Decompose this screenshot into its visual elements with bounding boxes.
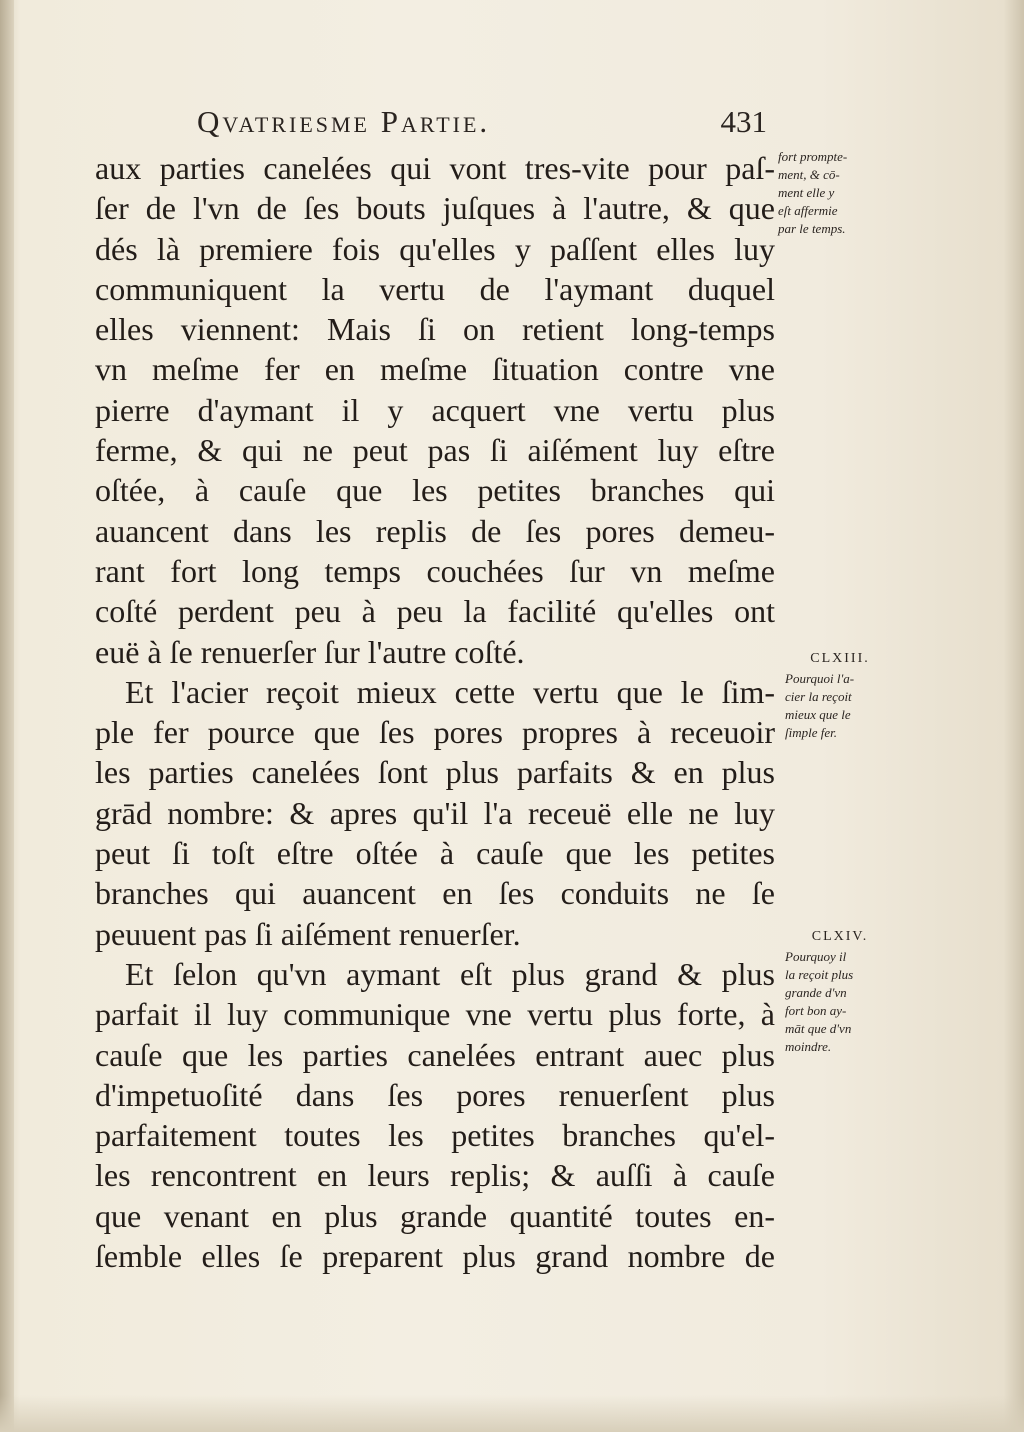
text-line: Et ſelon qu'vn aymant eſt plus grand & plus <box>125 955 775 992</box>
text-line: rant fort long temps couchées ſur vn meſme <box>95 552 775 589</box>
text-line: branches qui auancent en ſes conduits ne ſe <box>95 875 775 912</box>
text-line: les rencontrent en leurs replis; & auſſi à cauſe <box>95 1157 775 1194</box>
text-line: parfait il luy communique vne vertu plus forte, à <box>95 996 775 1033</box>
margin-note-line: māt que d'vn <box>785 1021 852 1036</box>
margin-note-line: fort bon ay- <box>785 1003 847 1018</box>
body-text <box>95 148 775 1276</box>
text-line: elles viennent: Mais ſi on retient long-temps <box>95 311 775 348</box>
text-line: ferme, & qui ne peut pas ſi aiſément luy eſtre <box>95 432 775 469</box>
margin-note-number: CLXIII. <box>810 651 870 666</box>
text-line: communiquent la vertu de l'aymant duquel <box>95 270 775 307</box>
margin-note-line: ment, & cō- <box>778 167 840 182</box>
text-line: d'impetuoſité dans ſes pores renuerſent plus <box>95 1076 775 1113</box>
margin-note-line: Pourquoy il <box>785 949 847 964</box>
text-line: grād nombre: & apres qu'il l'a receuë elle ne luy <box>95 794 775 831</box>
text-line: dés là premiere fois qu'elles y paſſent elles luy <box>95 230 775 267</box>
margin-note-2 <box>785 650 915 742</box>
margin-note-line: Pourquoi l'a- <box>785 671 855 686</box>
text-line: vn meſme fer en meſme ſituation contre vne <box>95 351 775 388</box>
text-line: parfaitement toutes les petites branches qu'el- <box>95 1117 775 1154</box>
margin-note-line: ment elle y <box>778 185 835 200</box>
text-line: oſtée, à cauſe que les petites branches qui <box>95 472 775 509</box>
margin-note-line: la reçoit plus <box>785 967 854 982</box>
text-line: euë à ſe renuerſer ſur l'autre coſté. <box>95 633 525 670</box>
text-line: aux parties canelées qui vont tres-vite pour paſ- <box>95 150 775 186</box>
page-gutter-edge <box>0 0 14 1432</box>
text-line: peuuent pas ſi aiſément renuerſer. <box>95 915 521 952</box>
margin-note-3 <box>785 928 915 1056</box>
margin-note-line: par le temps. <box>778 221 846 236</box>
text-line: Et l'acier reçoit mieux cette vertu que le ſim- <box>125 673 775 710</box>
margin-note-number: CLXIV. <box>811 929 869 944</box>
text-line: peut ſi toſt eſtre oſtée à cauſe que les petites <box>95 835 775 872</box>
page-bottom-shade <box>0 1395 1024 1432</box>
text-line: pierre d'aymant il y acquert vne vertu plus <box>95 391 775 428</box>
margin-note-line: cier la reçoit <box>785 689 852 704</box>
text-line: ple fer pource que ſes pores propres à receuoir <box>95 714 775 751</box>
text-line: que venant en plus grande quantité toutes en- <box>95 1197 775 1234</box>
text-line: auancent dans les replis de ſes pores demeu- <box>95 512 775 549</box>
page-number: 431 <box>720 104 767 139</box>
margin-note-line: eſt affermie <box>778 203 838 218</box>
text-line: cauſe que les parties canelées entrant auec plus <box>95 1036 775 1073</box>
margin-note-line: moindre. <box>785 1039 832 1054</box>
text-line: les parties canelées ſont plus parfaits & en plus <box>95 754 775 791</box>
margin-note-line: mieux que le <box>785 707 851 722</box>
text-line: ſemble elles ſe preparent plus grand nombre de <box>95 1238 775 1275</box>
running-head <box>197 104 767 144</box>
margin-note-1 <box>778 148 908 238</box>
text-line: coſté perdent peu à peu la facilité qu'elles ont <box>95 593 775 630</box>
margin-note-line: ſimple fer. <box>785 725 837 740</box>
margin-note-line: grande d'vn <box>785 985 847 1000</box>
text-line: ſer de l'vn de ſes bouts juſques à l'autre, & que <box>95 190 775 227</box>
margin-note-line: fort prompte- <box>778 149 848 164</box>
running-head-title: Qvatriesme Partie. <box>197 104 491 139</box>
